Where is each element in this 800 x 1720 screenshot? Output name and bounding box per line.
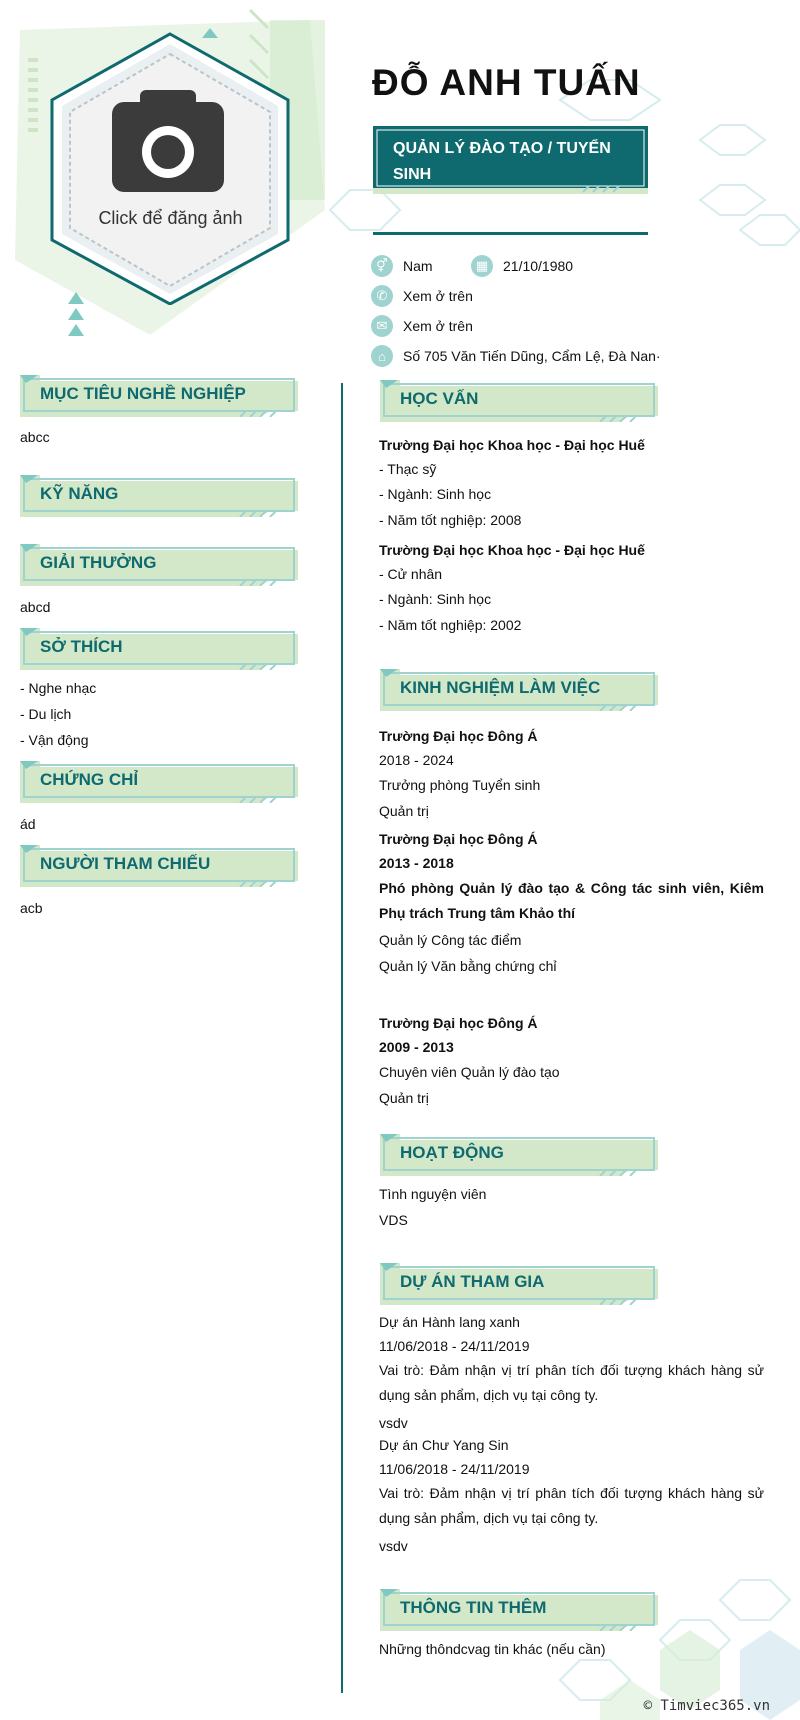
education-degree: - Thạc sỹ <box>379 461 437 477</box>
hobby-item: - Nghe nhạc <box>20 680 97 696</box>
section-header-references <box>20 845 298 887</box>
activity-line: Tình nguyện viên <box>379 1186 487 1202</box>
education-title: HỌC VẤN <box>400 389 479 408</box>
gender-icon: ⚥ <box>371 255 393 277</box>
address-row <box>371 345 661 367</box>
watermark: © Timviec365.vn <box>643 1698 770 1714</box>
education-major: - Ngành: Sinh học <box>379 486 492 502</box>
project-note: vsdv <box>379 1415 408 1431</box>
phone-icon: ✆ <box>371 285 393 307</box>
education-degree: - Cử nhân <box>379 566 443 582</box>
section-header-hobbies <box>20 628 298 670</box>
hobby-item: - Vận động <box>20 732 89 748</box>
header-divider <box>373 232 648 235</box>
hobbies-title: SỞ THÍCH <box>40 637 123 656</box>
awards-text: abcd <box>20 599 51 615</box>
education-major: - Ngành: Sinh học <box>379 591 492 607</box>
project-name: Dự án Chư Yang Sin <box>379 1437 509 1453</box>
experience-company: Trường Đại học Đông Á <box>379 831 538 847</box>
awards-title: GIẢI THƯỞNG <box>40 553 157 572</box>
section-header-certificates <box>20 761 298 803</box>
section-header-extra <box>380 1589 658 1631</box>
calendar-icon: ▦ <box>471 255 493 277</box>
experience-line: Chuyên viên Quản lý đào tạo <box>379 1064 560 1080</box>
section-header-skills <box>20 475 298 517</box>
project-note: vsdv <box>379 1538 408 1554</box>
project-period: 11/06/2018 - 24/11/2019 <box>379 1338 530 1354</box>
certificates-title: CHỨNG CHỈ <box>40 770 139 789</box>
job-position: QUẢN LÝ ĐÀO TẠO / TUYỂN SINH <box>393 140 611 183</box>
education-school: Trường Đại học Khoa học - Đại học Huế <box>379 542 645 558</box>
projects-title: DỰ ÁN THAM GIA <box>400 1272 545 1291</box>
project-name: Dự án Hành lang xanh <box>379 1314 520 1330</box>
experience-line: Quản lý Công tác điểm <box>379 932 522 948</box>
skills-title: KỸ NĂNG <box>40 484 119 503</box>
education-year: - Năm tốt nghiệp: 2008 <box>379 512 522 528</box>
section-header-awards <box>20 544 298 586</box>
education-school: Trường Đại học Khoa học - Đại học Huế <box>379 437 645 453</box>
column-divider <box>341 383 343 1693</box>
references-text: acb <box>20 900 43 916</box>
experience-line: Quản trị <box>379 1090 429 1106</box>
address-value: Số 705 Văn Tiến Dũng, Cẩm Lệ, Đà Nan· <box>403 348 661 364</box>
email-icon: ✉ <box>371 315 393 337</box>
experience-line: Trưởng phòng Tuyển sinh <box>379 777 541 793</box>
education-year: - Năm tốt nghiệp: 2002 <box>379 617 522 633</box>
project-role: Vai trò: Đảm nhận vị trí phân tích đối tượng khách hàng sử dụng sản phẩm, dịch vụ tại công ty. <box>379 1362 764 1403</box>
project-period: 11/06/2018 - 24/11/2019 <box>379 1461 530 1477</box>
camera-icon <box>112 90 224 192</box>
certificates-text: ád <box>20 816 36 832</box>
section-header-education <box>380 380 658 422</box>
section-header-projects <box>380 1263 658 1305</box>
experience-company: Trường Đại học Đông Á <box>379 1015 538 1031</box>
experience-period: 2013 - 2018 <box>379 855 454 871</box>
hobby-item: - Du lịch <box>20 706 72 722</box>
phone-value: Xem ở trên <box>403 288 473 304</box>
experience-line: Quản lý Văn bằng chứng chỉ <box>379 958 557 974</box>
section-header-activities <box>380 1134 658 1176</box>
email-value: Xem ở trên <box>403 318 473 334</box>
candidate-name: ĐỖ ANH TUẤN <box>372 62 641 103</box>
section-header-objective <box>20 375 298 417</box>
objective-text: abcc <box>20 429 50 445</box>
email-row <box>371 315 473 337</box>
objective-title: MỤC TIÊU NGHỀ NGHIỆP <box>40 384 246 403</box>
dob-value: 21/10/1980 <box>503 258 574 274</box>
experience-company: Trường Đại học Đông Á <box>379 728 538 744</box>
experience-title: KINH NGHIỆM LÀM VIỆC <box>400 678 601 697</box>
extra-text: Những thôndcvag tin khác (nếu cần) <box>379 1641 606 1657</box>
references-title: NGƯỜI THAM CHIẾU <box>40 854 211 873</box>
position-banner <box>373 126 648 194</box>
phone-row <box>371 285 473 307</box>
experience-period: 2009 - 2013 <box>379 1039 454 1055</box>
experience-period: 2018 - 2024 <box>379 752 454 768</box>
experience-line: Quản trị <box>379 803 429 819</box>
project-role: Vai trò: Đảm nhận vị trí phân tích đối tượng khách hàng sử dụng sản phẩm, dịch vụ tại công ty. <box>379 1485 764 1526</box>
gender-row <box>371 255 433 277</box>
gender-value: Nam <box>403 258 433 274</box>
home-icon: ⌂ <box>371 345 393 367</box>
section-header-experience <box>380 669 658 711</box>
activity-line: VDS <box>379 1212 408 1228</box>
activities-title: HOẠT ĐỘNG <box>400 1143 504 1162</box>
dob-row <box>471 255 573 277</box>
experience-role: Phó phòng Quản lý đào tạo & Công tác sinh viên, Kiêm Phụ trách Trung tâm Khảo thí <box>379 880 764 921</box>
photo-upload-label: Click để đăng ảnh <box>98 208 243 228</box>
extra-title: THÔNG TIN THÊM <box>400 1598 547 1617</box>
profile-photo-placeholder[interactable] <box>48 30 293 305</box>
